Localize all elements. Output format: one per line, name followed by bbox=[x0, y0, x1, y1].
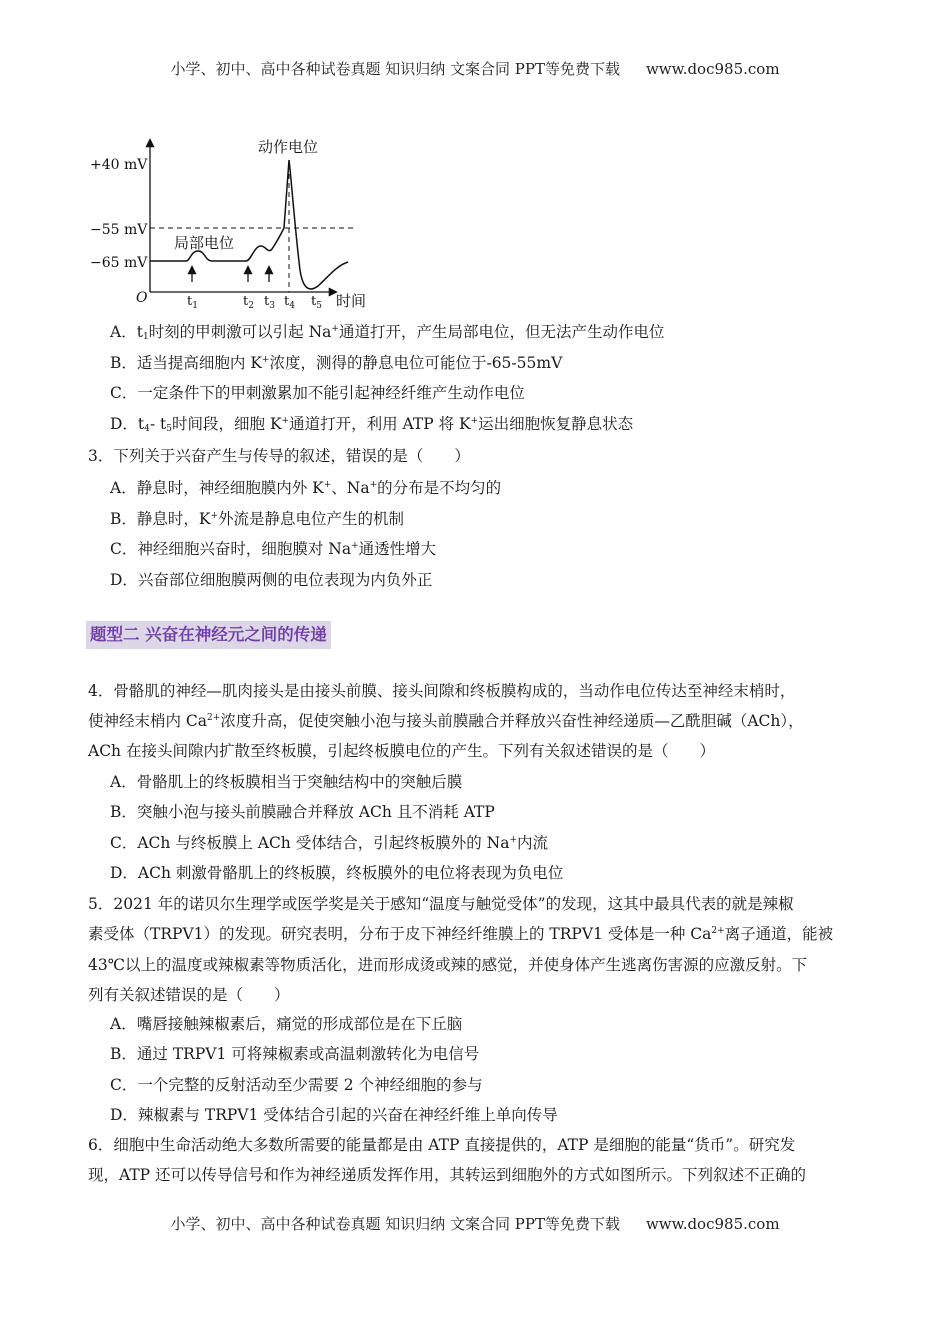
q3-option-a[interactable]: A．静息时，神经细胞膜内外 K+、Na+的分布是不均匀的 bbox=[110, 479, 502, 497]
q2-option-b[interactable]: B．适当提高细胞内 K+浓度，测得的静息电位可能位于-65-55mV bbox=[110, 354, 563, 372]
q4-option-a[interactable]: A．骨骼肌上的终板膜相当于突触结构中的突触后膜 bbox=[110, 773, 463, 791]
y-label-minus65: −65 mV bbox=[90, 255, 148, 271]
q5-option-d[interactable]: D．辣椒素与 TRPV1 受体结合引起的兴奋在神经纤维上单向传导 bbox=[110, 1106, 558, 1124]
footer-url[interactable]: www.doc985.com bbox=[645, 1215, 780, 1233]
page-header bbox=[0, 58, 950, 79]
q4-stem-line-2: 使神经末梢内 $Ca^{2+}$浓度升高，促使突触小泡与接头前膜融合并释放兴奋性神经递质—乙酰胆碱（ACh）， bbox=[88, 712, 804, 730]
tick-t1: $t_1$ bbox=[187, 294, 198, 311]
q4-stem-line-3: ACh 在接头间隙内扩散至终板膜，引起终板膜电位的产生。下列有关叙述错误的是（ ） bbox=[88, 742, 715, 760]
q5-stem-line-2: 素受体（TRPV1）的发现。研究表明，分布于皮下神经纤维膜上的 TRPV1 受体是一种 $Ca^{2+}$离子通道，能被 bbox=[88, 925, 834, 943]
q3-option-c[interactable]: C．神经细胞兴奋时，细胞膜对 Na+通透性增大 bbox=[110, 540, 437, 558]
q5-stem-line-4: 列有关叙述错误的是（ ） bbox=[88, 986, 290, 1004]
footer-text: 小学、初中、高中各种试卷真题 知识归纳 文案合同 PPT等免费下载 bbox=[170, 1215, 620, 1233]
q5-option-b[interactable]: B．通过 TRPV1 可将辣椒素或高温刺激转化为电信号 bbox=[110, 1045, 480, 1063]
origin-label: O bbox=[136, 290, 148, 306]
y-label-plus40: +40 mV bbox=[90, 157, 148, 173]
header-url[interactable]: www.doc985.com bbox=[645, 60, 780, 78]
q3-option-b[interactable]: B．静息时，K+外流是静息电位产生的机制 bbox=[110, 510, 405, 528]
q3-stem: 3．下列关于兴奋产生与传导的叙述，错误的是（ ） bbox=[88, 447, 470, 465]
x-axis-label: 时间 bbox=[336, 292, 367, 310]
q4-option-d[interactable]: D．ACh 刺激骨骼肌上的终板膜，终板膜外的电位将表现为负电位 bbox=[110, 864, 564, 882]
header-text: 小学、初中、高中各种试卷真题 知识归纳 文案合同 PPT等免费下载 bbox=[170, 60, 620, 78]
tick-t4: $t_4$ bbox=[284, 294, 295, 311]
label-local-potential: 局部电位 bbox=[174, 234, 235, 252]
q2-option-d[interactable]: D．$t_4-$ $t_5$时间段，细胞 K+通道打开，利用 ATP 将 K+运出细胞恢复静息状态 bbox=[110, 415, 634, 434]
q2-option-a[interactable]: A．$t_1$时刻的甲刺激可以引起 Na+通道打开，产生局部电位，但无法产生动作电位 bbox=[110, 323, 665, 342]
potential-curve bbox=[150, 160, 348, 289]
page-footer bbox=[0, 1213, 950, 1234]
q6-stem-line-2: 现，ATP 还可以传导信号和作为神经递质发挥作用，其转运到细胞外的方式如图所示。下列叙述不正确的 bbox=[88, 1166, 807, 1184]
q3-option-d[interactable]: D．兴奋部位细胞膜两侧的电位表现为内负外正 bbox=[110, 571, 433, 589]
tick-t5: $t_5$ bbox=[311, 294, 322, 311]
label-action-potential: 动作电位 bbox=[258, 138, 319, 156]
q4-option-b[interactable]: B．突触小泡与接头前膜融合并释放 ACh 且不消耗 ATP bbox=[110, 803, 495, 821]
q5-stem-line-1: 5．2021 年的诺贝尔生理学或医学奖是关于感知“温度与触觉受体”的发现，这其中最具代表的就是辣椒 bbox=[88, 895, 794, 913]
q4-option-c[interactable]: C．ACh 与终板膜上 ACh 受体结合，引起终板膜外的 Na+内流 bbox=[110, 834, 549, 852]
q5-stem-line-3: 43℃以上的温度或辣椒素等物质活化，进而形成烫或辣的感觉，并使身体产生逃离伤害源的应激反射。下 bbox=[88, 956, 808, 974]
tick-t2: $t_2$ bbox=[243, 294, 254, 311]
q5-option-c[interactable]: C．一个完整的反射活动至少需要 2 个神经细胞的参与 bbox=[110, 1076, 483, 1094]
tick-t3: $t_3$ bbox=[264, 294, 275, 311]
q5-option-a[interactable]: A．嘴唇接触辣椒素后，痛觉的形成部位是在下丘脑 bbox=[110, 1015, 463, 1033]
section-heading: 题型二 兴奋在神经元之间的传递 bbox=[86, 621, 331, 649]
q2-option-c[interactable]: C．一定条件下的甲刺激累加不能引起神经纤维产生动作电位 bbox=[110, 384, 525, 402]
y-label-minus55: −55 mV bbox=[90, 222, 148, 238]
q4-stem-line-1: 4．骨骼肌的神经—肌肉接头是由接头前膜、接头间隙和终板膜构成的，当动作电位传达至神经末梢时， bbox=[88, 682, 796, 700]
q6-stem-line-1: 6．细胞中生命活动绝大多数所需要的能量都是由 ATP 直接提供的，ATP 是细胞的能量“货币”。研究发 bbox=[88, 1136, 796, 1154]
membrane-potential-graph bbox=[88, 130, 388, 312]
